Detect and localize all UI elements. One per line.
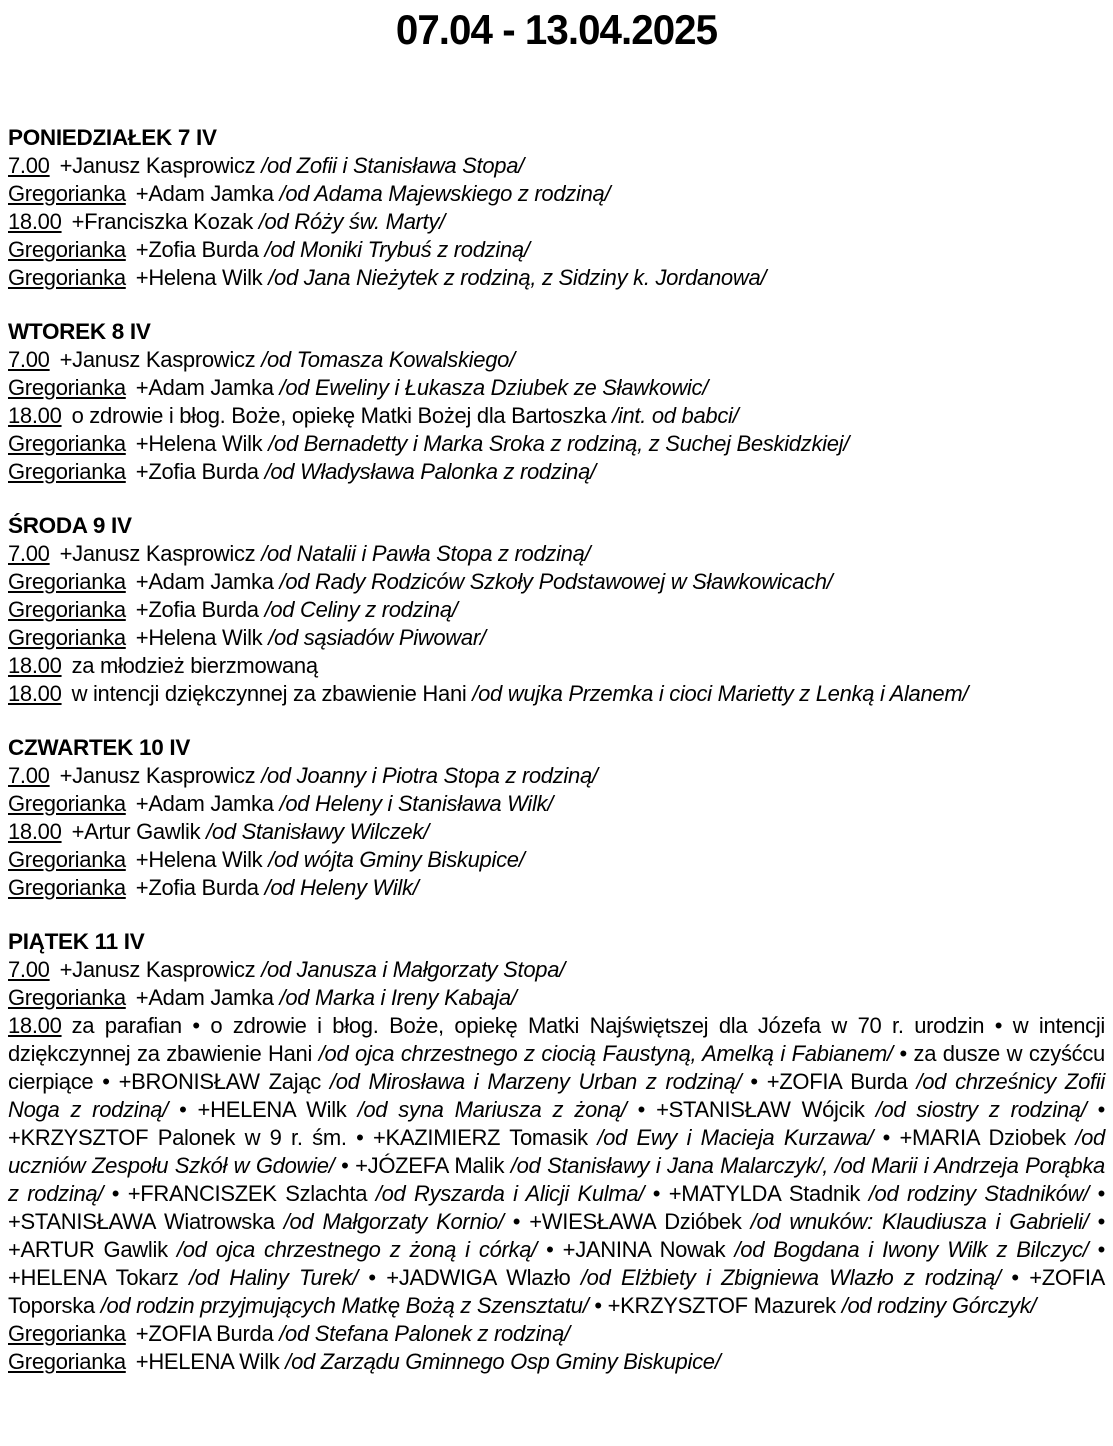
intention-attribution: /od Celiny z rodziną/ — [264, 597, 458, 622]
schedule — [8, 124, 1105, 1376]
intention-text: • +STANISŁAWA Wiatrowska — [8, 1181, 1105, 1234]
intention-attribution: /od Róży św. Marty/ — [258, 209, 445, 234]
intention-text: +Helena Wilk — [135, 625, 269, 650]
mass-entry — [8, 790, 1105, 818]
day-section — [8, 512, 1105, 708]
time-label: Gregorianka — [8, 1321, 126, 1346]
intention-text: za młodzież bierzmowaną — [71, 653, 318, 678]
intention-text: +Adam Jamka — [135, 791, 280, 816]
intention-attribution: /od Moniki Trybuś z rodziną/ — [264, 237, 530, 262]
intention-attribution: /od Ryszarda i Alicji Kulma/ — [375, 1181, 645, 1206]
mass-entry — [8, 1320, 1105, 1348]
mass-entry — [8, 680, 1105, 708]
mass-entry — [8, 984, 1105, 1012]
intention-text: +Janusz Kasprowicz — [59, 153, 262, 178]
time-label: Gregorianka — [8, 985, 126, 1010]
time-label: 18.00 — [8, 653, 62, 678]
time-label: 18.00 — [8, 681, 62, 706]
time-label: Gregorianka — [8, 875, 126, 900]
mass-entry — [8, 540, 1105, 568]
day-section — [8, 318, 1105, 486]
time-label: Gregorianka — [8, 791, 126, 816]
intention-attribution: /od Marka i Ireny Kabaja/ — [279, 985, 517, 1010]
intention-attribution: /od Heleny Wilk/ — [264, 875, 419, 900]
intention-text: o zdrowie i błog. Boże, opiekę Matki Bożej dla Bartoszka — [71, 403, 613, 428]
day-header: WTOREK 8 IV — [8, 319, 151, 344]
intention-text: +Artur Gawlik — [71, 819, 207, 844]
time-label: 18.00 — [8, 403, 62, 428]
intention-text: • +KRZYSZTOF Palonek w 9 r. śm. • +KAZIMIERZ Tomasik — [8, 1097, 1105, 1150]
intention-text: za parafian • o zdrowie i błog. Boże, opiekę Matki Najświętszej dla Józefa w 70 r. urodzin • w intencji dziękczynnej za zbawienie Hani — [8, 1013, 1105, 1066]
intention-text: • +ZOFIA Toporska — [8, 1265, 1106, 1318]
mass-entry — [8, 264, 1105, 292]
mass-entry — [8, 818, 1105, 846]
intention-attribution: /od Joanny i Piotra Stopa z rodziną/ — [261, 763, 598, 788]
intention-text: +Adam Jamka — [135, 985, 280, 1010]
intention-attribution: /od Zarządu Gminnego Osp Gminy Biskupice/ — [285, 1349, 721, 1374]
intention-attribution: /od Stanisławy Wilczek/ — [206, 819, 429, 844]
intention-attribution: /od syna Mariusza z żoną/ — [357, 1097, 627, 1122]
intention-attribution: /od sąsiadów Piwowar/ — [268, 625, 486, 650]
intention-attribution: /od chrześnicy Zofii Noga z rodziną/ — [8, 1069, 1105, 1122]
intention-text: +HELENA Wilk — [135, 1349, 286, 1374]
intention-text: +Janusz Kasprowicz — [59, 957, 262, 982]
intention-text: +Adam Jamka — [135, 375, 280, 400]
time-label: 7.00 — [8, 763, 50, 788]
intention-attribution: /od Bernadetty i Marka Sroka z rodziną, z Suchej Beskidzkiej/ — [268, 431, 850, 456]
mass-entry — [8, 152, 1105, 180]
intention-attribution: /od siostry z rodziną/ — [875, 1097, 1087, 1122]
time-label: 18.00 — [8, 209, 62, 234]
mass-entry — [8, 846, 1105, 874]
intention-attribution: /od Eweliny i Łukasza Dziubek ze Sławkowic/ — [279, 375, 709, 400]
page-title: 07.04 - 13.04.2025 — [395, 6, 718, 53]
intention-text: • +FRANCISZEK Szlachta — [103, 1181, 376, 1206]
mass-entry — [8, 208, 1105, 236]
intention-attribution: /od wójta Gminy Biskupice/ — [268, 847, 525, 872]
intention-attribution: /od rodziny Stadników/ — [868, 1181, 1089, 1206]
intention-text: +Janusz Kasprowicz — [59, 541, 262, 566]
time-label: Gregorianka — [8, 847, 126, 872]
time-label: 18.00 — [8, 1013, 62, 1038]
intention-attribution: /od Haliny Turek/ — [189, 1265, 358, 1290]
mass-entry — [8, 1012, 1105, 1320]
intention-text: • za dusze w czyśćcu cierpiące • +BRONISŁAW Zając — [8, 1041, 1105, 1094]
mass-entry — [8, 624, 1105, 652]
mass-entry — [8, 346, 1105, 374]
time-label: Gregorianka — [8, 375, 126, 400]
intention-text: • +MATYLDA Stadnik — [644, 1181, 869, 1206]
intention-attribution: /od uczniów Zespołu Szkół w Gdowie/ — [8, 1125, 1105, 1178]
day-section — [8, 928, 1105, 1376]
intention-text: +Helena Wilk — [135, 431, 269, 456]
intention-attribution: /od ojca chrzestnego z ciocią Faustyną, Amelką i Fabianem/ — [318, 1041, 893, 1066]
intention-text: • +STANISŁAW Wójcik — [626, 1097, 876, 1122]
mass-entry — [8, 458, 1105, 486]
intention-attribution: /od wujka Przemka i cioci Marietty z Lenką i Alanem/ — [472, 681, 969, 706]
day-section — [8, 734, 1105, 902]
day-header: ŚRODA 9 IV — [8, 513, 132, 538]
intention-attribution: /od Ewy i Macieja Kurzawa/ — [597, 1125, 874, 1150]
intention-text: +Zofia Burda — [135, 597, 265, 622]
intention-text: • +ARTUR Gawlik — [8, 1209, 1105, 1262]
intention-text: +ZOFIA Burda — [135, 1321, 280, 1346]
intention-attribution: /od wnuków: Klaudiusza i Gabrieli/ — [750, 1209, 1089, 1234]
mass-entry — [8, 596, 1105, 624]
intention-attribution: /od Adama Majewskiego z rodziną/ — [279, 181, 611, 206]
intention-attribution: /od Stanisławy i Jana Malarczyk/, /od Marii i Andrzeja Porąbka z rodziną/ — [8, 1153, 1105, 1206]
intention-attribution: /od Jana Nieżytek z rodziną, z Sidziny k. Jordanowa/ — [268, 265, 767, 290]
intention-attribution: /od ojca chrzestnego z żoną i córką/ — [176, 1237, 537, 1262]
intention-attribution: /od Natalii i Pawła Stopa z rodziną/ — [261, 541, 591, 566]
time-label: 7.00 — [8, 957, 50, 982]
time-label: Gregorianka — [8, 181, 126, 206]
intention-attribution: /od Rady Rodziców Szkoły Podstawowej w Sławkowicach/ — [279, 569, 833, 594]
intention-text: +Zofia Burda — [135, 875, 265, 900]
mass-entry — [8, 762, 1105, 790]
time-label: Gregorianka — [8, 625, 126, 650]
day-header: CZWARTEK 10 IV — [8, 735, 191, 760]
intention-attribution: /od rodziny Górczyk/ — [841, 1293, 1037, 1318]
mass-entry — [8, 180, 1105, 208]
mass-entry — [8, 1348, 1105, 1376]
time-label: Gregorianka — [8, 569, 126, 594]
mass-entry — [8, 874, 1105, 902]
intention-text: • +MARIA Dziobek — [873, 1125, 1076, 1150]
time-label: Gregorianka — [8, 597, 126, 622]
mass-entry — [8, 236, 1105, 264]
mass-entry — [8, 568, 1105, 596]
intention-attribution: /int. od babci/ — [612, 403, 739, 428]
time-label: Gregorianka — [8, 237, 126, 262]
intention-attribution: /od Bogdana i Iwony Wilk z Bilczyc/ — [734, 1237, 1089, 1262]
time-label: 7.00 — [8, 153, 50, 178]
intention-text: +Adam Jamka — [135, 181, 280, 206]
intention-attribution: /od Zofii i Stanisława Stopa/ — [261, 153, 524, 178]
intention-text: +Janusz Kasprowicz — [59, 347, 262, 372]
intention-text: +Zofia Burda — [135, 459, 265, 484]
day-header: PIĄTEK 11 IV — [8, 929, 145, 954]
mass-entry — [8, 374, 1105, 402]
intention-text: • +JANINA Nowak — [537, 1237, 735, 1262]
intention-attribution: /od rodzin przyjmujących Matkę Bożą z Szensztatu/ — [100, 1293, 589, 1318]
intention-text: +Helena Wilk — [135, 265, 269, 290]
intention-text: w intencji dziękczynnej za zbawienie Hani — [71, 681, 473, 706]
intention-text: • +HELENA Wilk — [168, 1097, 358, 1122]
mass-entry — [8, 430, 1105, 458]
intention-text: • +JADWIGA Wlazło — [357, 1265, 581, 1290]
intention-attribution: /od Małgorzaty Kornio/ — [283, 1209, 504, 1234]
time-label: 18.00 — [8, 819, 62, 844]
intention-text: +Janusz Kasprowicz — [59, 763, 262, 788]
mass-entry — [8, 956, 1105, 984]
time-label: Gregorianka — [8, 265, 126, 290]
intention-attribution: /od Janusza i Małgorzaty Stopa/ — [261, 957, 565, 982]
time-label: Gregorianka — [8, 431, 126, 456]
intention-attribution: /od Władysława Palonka z rodziną/ — [264, 459, 596, 484]
day-section — [8, 124, 1105, 292]
intention-attribution: /od Mirosława i Marzeny Urban z rodziną/ — [329, 1069, 742, 1094]
document-page — [0, 6, 1113, 1376]
intention-attribution: /od Elżbiety i Zbigniewa Wlazło z rodziną/ — [580, 1265, 1001, 1290]
time-label: 7.00 — [8, 541, 50, 566]
intention-text: +Zofia Burda — [135, 237, 265, 262]
intention-attribution: /od Heleny i Stanisława Wilk/ — [279, 791, 554, 816]
intention-text: +Adam Jamka — [135, 569, 280, 594]
intention-text: • +JÓZEFA Malik — [334, 1153, 511, 1178]
mass-entry — [8, 402, 1105, 430]
intention-text: • +HELENA Tokarz — [8, 1237, 1106, 1290]
intention-attribution: /od Stefana Palonek z rodziną/ — [279, 1321, 570, 1346]
intention-text: • +KRZYSZTOF Mazurek — [588, 1293, 842, 1318]
intention-attribution: /od Tomasza Kowalskiego/ — [261, 347, 515, 372]
time-label: Gregorianka — [8, 1349, 126, 1374]
intention-text: +Franciszka Kozak — [71, 209, 259, 234]
intention-text: • +WIESŁAWA Dzióbek — [503, 1209, 751, 1234]
intention-text: +Helena Wilk — [135, 847, 269, 872]
day-header: PONIEDZIAŁEK 7 IV — [8, 125, 217, 150]
time-label: 7.00 — [8, 347, 50, 372]
time-label: Gregorianka — [8, 459, 126, 484]
intention-text: • +ZOFIA Burda — [741, 1069, 917, 1094]
mass-entry — [8, 652, 1105, 680]
